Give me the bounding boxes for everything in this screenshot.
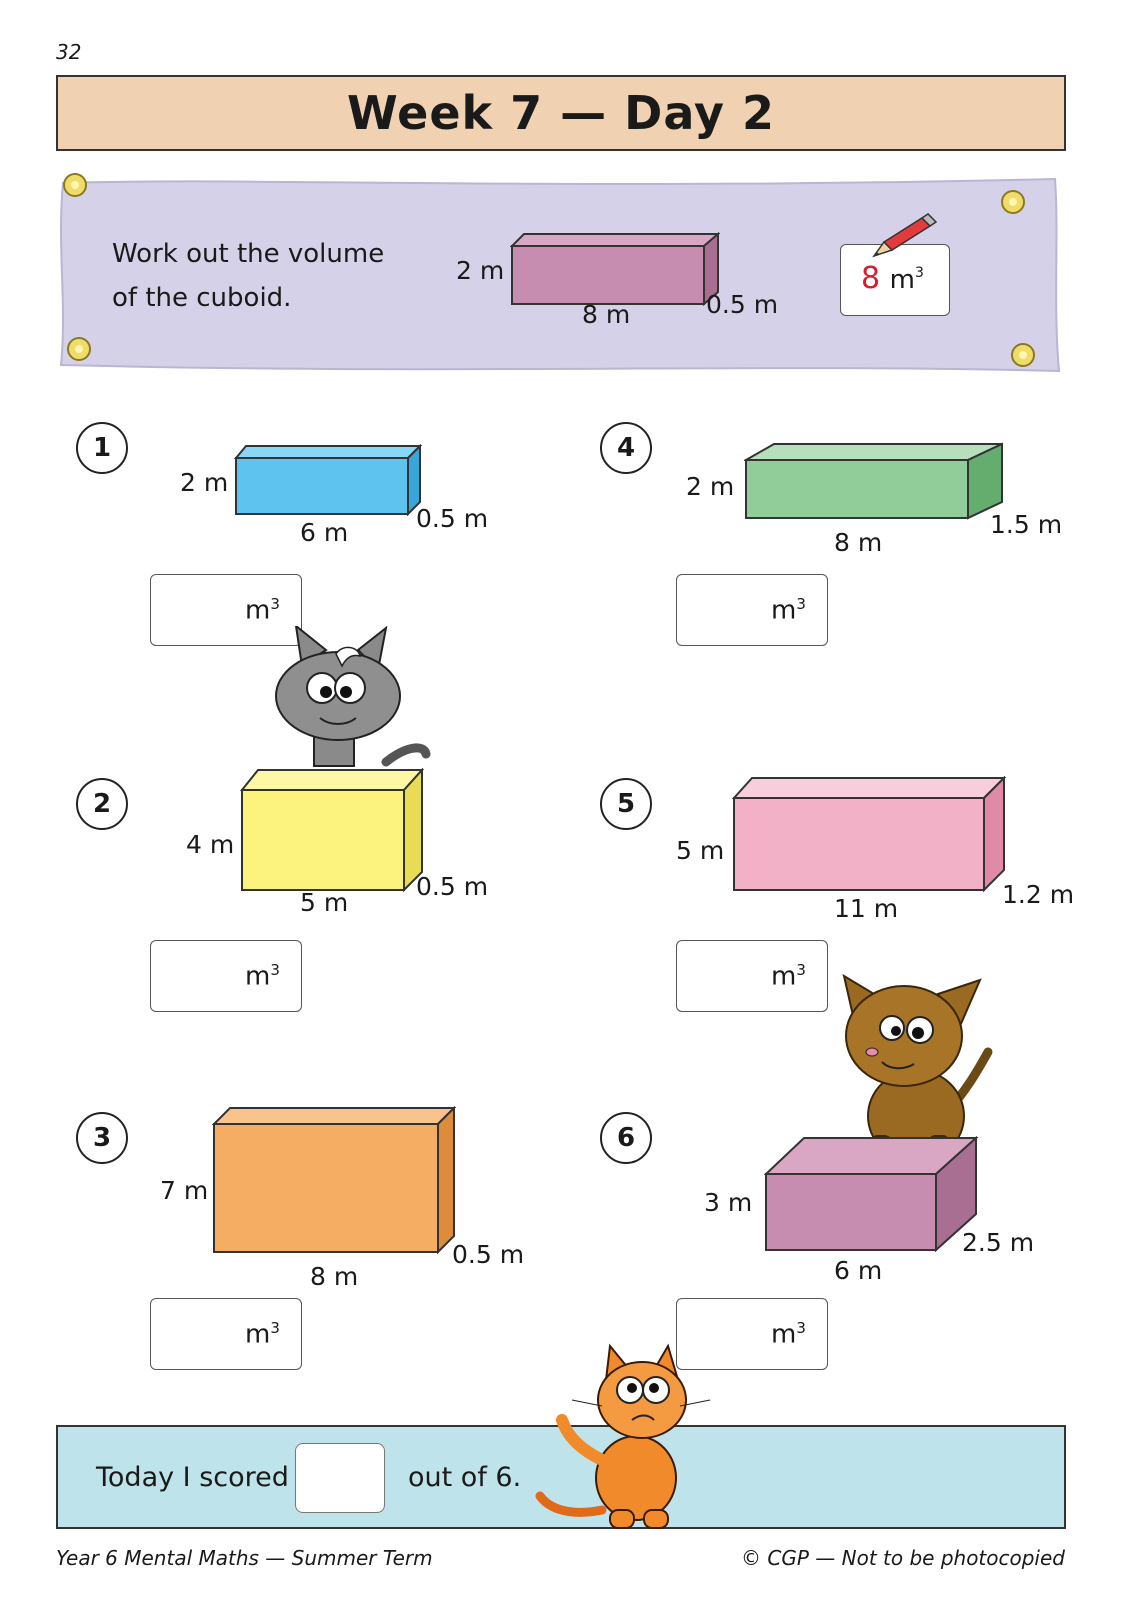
- question-number-6: 6: [600, 1112, 652, 1164]
- q1-length-label: 6 m: [300, 518, 349, 547]
- q1-answer-box[interactable]: $m^3$: [150, 574, 302, 646]
- example-answer-unit: m: [889, 265, 915, 295]
- q3-length-label: 8 m: [310, 1262, 359, 1291]
- orange-cat-illustration: [532, 1340, 742, 1536]
- q1-height-label: 2 m: [180, 468, 229, 497]
- q6-length-label: 6 m: [834, 1256, 883, 1285]
- q4-answer-box[interactable]: $m^3$: [676, 574, 828, 646]
- pin-icon: [1006, 338, 1040, 372]
- question-number-5: 5: [600, 778, 652, 830]
- q2-length-label: 5 m: [300, 888, 349, 917]
- question-number-1: 1: [76, 422, 128, 474]
- q6-depth-label: 2.5 m: [962, 1228, 1035, 1257]
- score-input-box[interactable]: [295, 1443, 385, 1513]
- title-bar: [56, 75, 1066, 151]
- grey-cat-illustration: [266, 626, 436, 776]
- pin-icon: [996, 185, 1030, 219]
- question-number-3: 3: [76, 1112, 128, 1164]
- example-instruction: Work out the volume of the cuboid.: [112, 239, 385, 313]
- q4-height-label: 2 m: [686, 472, 735, 501]
- example-answer-value: 8: [861, 261, 881, 296]
- example-answer-box: 8 $m^3$: [840, 244, 950, 316]
- example-depth-label: 0.5 m: [706, 290, 779, 319]
- footer-right: © CGP — Not to be photocopied: [741, 1546, 1065, 1570]
- q3-height-label: 7 m: [160, 1176, 209, 1205]
- q2-answer-box[interactable]: $m^3$: [150, 940, 302, 1012]
- question-number-2: 2: [76, 778, 128, 830]
- score-prefix: Today I scored: [96, 1462, 289, 1493]
- cuboid-q6: [764, 1136, 980, 1254]
- pin-icon: [62, 332, 96, 366]
- cuboid-q5: [732, 776, 1008, 896]
- q6-answer-box[interactable]: $m^3$: [676, 1298, 828, 1370]
- cuboid-q4: [744, 442, 1006, 522]
- q5-height-label: 5 m: [676, 836, 725, 865]
- q1-depth-label: 0.5 m: [416, 504, 489, 533]
- q3-depth-label: 0.5 m: [452, 1240, 525, 1269]
- q4-length-label: 8 m: [834, 528, 883, 557]
- page-title: Week 7 — Day 2: [347, 86, 775, 140]
- q4-depth-label: 1.5 m: [990, 510, 1063, 539]
- q5-answer-box[interactable]: $m^3$: [676, 940, 828, 1012]
- q2-height-label: 4 m: [186, 830, 235, 859]
- cuboid-q3: [212, 1106, 458, 1256]
- page-number: 32: [56, 40, 82, 64]
- example-height-label: 2 m: [456, 256, 505, 285]
- question-number-4: 4: [600, 422, 652, 474]
- pencil-icon: [868, 212, 948, 262]
- cuboid-q1: [234, 444, 424, 524]
- footer-left: Year 6 Mental Maths — Summer Term: [56, 1546, 433, 1570]
- q6-height-label: 3 m: [704, 1188, 753, 1217]
- q2-depth-label: 0.5 m: [416, 872, 489, 901]
- q3-answer-box[interactable]: $m^3$: [150, 1298, 302, 1370]
- q5-depth-label: 1.2 m: [1002, 880, 1075, 909]
- q5-length-label: 11 m: [834, 894, 899, 923]
- pin-icon: [58, 168, 92, 202]
- cuboid-q2: [240, 768, 426, 894]
- example-length-label: 8 m: [582, 300, 631, 329]
- score-suffix: out of 6.: [408, 1462, 522, 1493]
